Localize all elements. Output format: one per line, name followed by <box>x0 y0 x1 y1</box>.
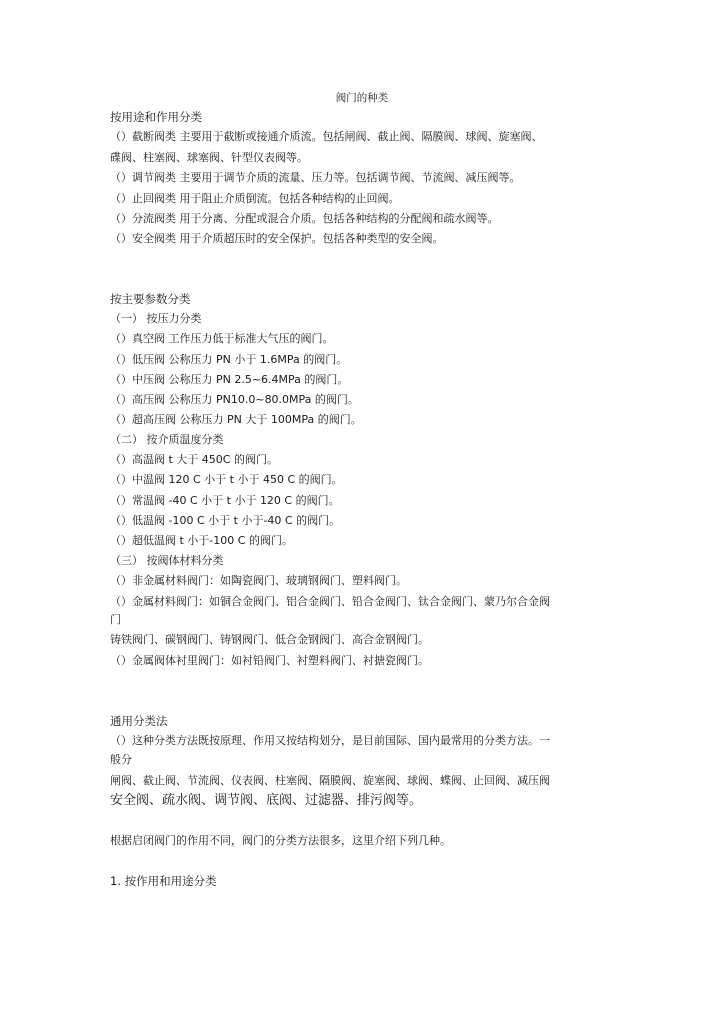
paragraph-line: （）中温阀 120 C 小于 t 小于 450 C 的阀门。 <box>110 473 343 486</box>
paragraph-line: （）金属材料阀门：如铜合金阀门、铝合金阀门、铅合金阀门、钛合金阀门、蒙乃尔合金阀 <box>110 595 550 608</box>
paragraph-line: 根据启闭阀门的作用不同，阀门的分类方法很多，这里介绍下列几种。 <box>110 834 451 847</box>
section-heading-general: 通用分类法 <box>110 714 168 728</box>
paragraph-line: 门 <box>110 613 121 626</box>
paragraph-line: （）中压阀 公称压力 PN 2.5~6.4MPa 的阀门。 <box>110 373 349 386</box>
section-heading-numbered: 1. 按作用和用途分类 <box>110 874 217 888</box>
paragraph-line: （）超高压阀 公称压力 PN 大于 100MPa 的阀门。 <box>110 413 362 426</box>
paragraph-line: （）安全阀类 用于介质超压时的安全保护。包括各种类型的安全阀。 <box>110 232 444 245</box>
paragraph-line: 安全阀、疏水阀、调节阀、底阀、过滤器、排污阀等。 <box>110 793 423 808</box>
paragraph-line: 碟阀、柱塞阀、球塞阀、针型仪表阀等。 <box>110 151 308 164</box>
document-title: 阀门的种类 <box>335 92 389 104</box>
paragraph-line: （）超低温阀 t 小于-100 C 的阀门。 <box>110 534 293 547</box>
paragraph-line: （）常温阀 -40 C 小于 t 小于 120 C 的阀门。 <box>110 494 340 507</box>
paragraph-line: （）截断阀类 主要用于截断或接通介质流。包括闸阀、截止阀、隔膜阀、球阀、旋塞阀、 <box>110 130 543 143</box>
paragraph-line: （）止回阀类 用于阻止介质倒流。包括各种结构的止回阀。 <box>110 192 400 205</box>
subsection-heading: （三） 按阀体材料分类 <box>110 554 224 567</box>
paragraph-line: （）低温阀 -100 C 小于 t 小于-40 C 的阀门。 <box>110 514 341 527</box>
paragraph-line: 般分 <box>110 753 132 766</box>
paragraph-line: （）高压阀 公称压力 PN10.0~80.0MPa 的阀门。 <box>110 393 359 406</box>
section-heading-parameters: 按主要参数分类 <box>110 292 191 306</box>
section-heading-usage: 按用途和作用分类 <box>110 110 202 124</box>
paragraph-line: 铸铁阀门、碳钢阀门、铸钢阀门、低合金钢阀门、高合金钢阀门。 <box>110 633 429 646</box>
paragraph-line: （）金属阀体衬里阀门：如衬铅阀门、衬塑料阀门、衬搪瓷阀门。 <box>110 654 429 667</box>
paragraph-line: （）分流阀类 用于分离、分配或混合介质。包括各种结构的分配阀和疏水阀等。 <box>110 212 499 225</box>
paragraph-line: （）高温阀 t 大于 450C 的阀门。 <box>110 453 278 466</box>
paragraph-line: （）非金属材料阀门：如陶瓷阀门、玻璃钢阀门、塑料阀门。 <box>110 574 407 587</box>
paragraph-line: （）这种分类方法既按原理、作用又按结构划分，是目前国际、国内最常用的分类方法。一 <box>110 734 550 747</box>
paragraph-line: 闸阀、截止阀、节流阀、仪表阀、柱塞阀、隔膜阀、旋塞阀、球阀、蝶阀、止回阀、减压阀 <box>110 774 550 787</box>
paragraph-line: （）低压阀 公称压力 PN 小于 1.6MPa 的阀门。 <box>110 353 348 366</box>
subsection-heading: （二） 按介质温度分类 <box>110 433 224 446</box>
paragraph-line: （）真空阀 工作压力低于标准大气压的阀门。 <box>110 332 334 345</box>
subsection-heading: （一） 按压力分类 <box>110 312 202 325</box>
paragraph-line: （）调节阀类 主要用于调节介质的流量、压力等。包括调节阀、节流阀、减压阀等。 <box>110 171 521 184</box>
